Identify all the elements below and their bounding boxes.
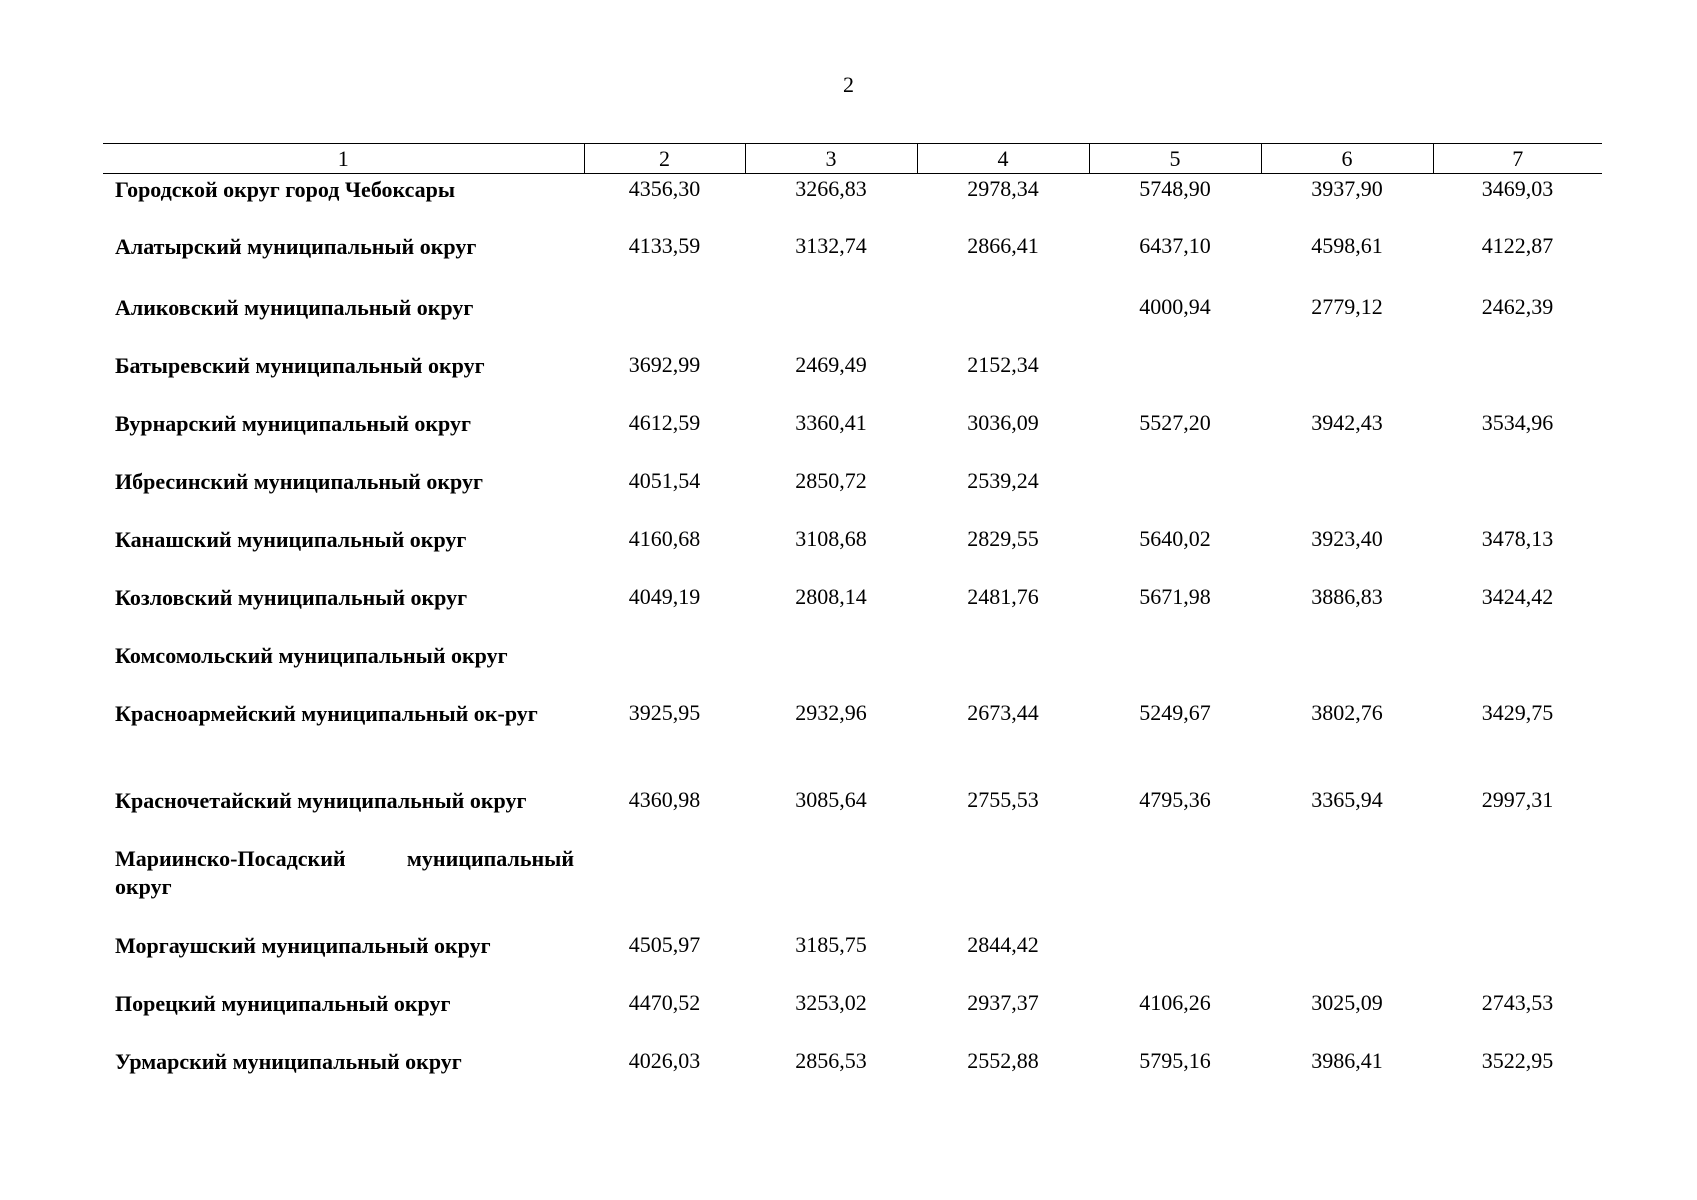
value-cell: 3365,94: [1311, 787, 1383, 812]
value-cell: 3469,03: [1481, 176, 1554, 201]
value-cell: [584, 640, 745, 698]
value-cell: 6437,10: [1139, 233, 1211, 258]
table-row: [103, 350, 1602, 408]
value-cell: 3132,74: [795, 233, 867, 258]
value-cell: 2779,12: [1311, 294, 1383, 319]
data-table: [103, 143, 1602, 1104]
value-cell: 2856,53: [795, 1048, 867, 1073]
value-cell: 3266,83: [795, 176, 867, 201]
table-row: [103, 698, 1602, 785]
value-cell: 4612,59: [628, 410, 701, 435]
value-cell: 4795,36: [1139, 787, 1211, 812]
value-cell: 5671,98: [1139, 584, 1211, 609]
value-cell: [917, 843, 1089, 930]
value-cell: 3534,96: [1481, 410, 1554, 435]
value-cell: [745, 292, 917, 350]
district-name: Канашский муниципальный округ: [115, 527, 467, 552]
table-row: [103, 231, 1602, 292]
value-cell: 2978,34: [967, 176, 1039, 201]
district-name: Мариинско-Посадский муниципальный округ: [115, 846, 574, 899]
value-cell: [745, 640, 917, 698]
value-cell: 3925,95: [628, 700, 701, 725]
value-cell: 2829,55: [967, 526, 1039, 551]
district-name: Красноармейский муниципальный ок-руг: [115, 701, 538, 726]
value-cell: 5640,02: [1139, 526, 1211, 551]
value-cell: 3025,09: [1311, 990, 1383, 1015]
value-cell: 4356,30: [628, 176, 701, 201]
value-cell: [1261, 843, 1433, 930]
value-cell: 2808,14: [795, 584, 867, 609]
value-cell: 3937,90: [1311, 176, 1383, 201]
district-name: Аликовский муниципальный округ: [115, 295, 474, 320]
value-cell: 4470,52: [628, 990, 701, 1015]
table-row: [103, 174, 1602, 232]
value-cell: [1089, 350, 1261, 408]
district-name: Ибресинский муниципальный округ: [115, 469, 483, 494]
value-cell: 2673,44: [967, 700, 1039, 725]
value-cell: 4049,19: [628, 584, 701, 609]
value-cell: 4505,97: [628, 932, 701, 957]
district-name: Урмарский муниципальный округ: [115, 1049, 462, 1074]
value-cell: 3036,09: [967, 410, 1039, 435]
header-row: [103, 144, 1602, 174]
table-row: [103, 408, 1602, 466]
table-row: [103, 988, 1602, 1046]
district-name: Батыревский муниципальный округ: [115, 353, 485, 378]
col-header-1: 1: [103, 144, 584, 174]
value-cell: 2462,39: [1481, 294, 1554, 319]
table-row: [103, 1046, 1602, 1104]
value-cell: 2997,31: [1481, 787, 1554, 812]
value-cell: [1261, 466, 1433, 524]
col-header-3: 3: [745, 144, 917, 174]
district-name: Красночетайский муниципальный округ: [115, 788, 527, 813]
district-name: Вурнарский муниципальный округ: [115, 411, 471, 436]
value-cell: 3942,43: [1311, 410, 1383, 435]
value-cell: 3478,13: [1481, 526, 1554, 551]
value-cell: 3360,41: [795, 410, 867, 435]
district-name: Алатырский муниципальный округ: [115, 234, 477, 259]
value-cell: [1433, 640, 1602, 698]
col-header-6: 6: [1261, 144, 1433, 174]
value-cell: [584, 292, 745, 350]
value-cell: [917, 640, 1089, 698]
value-cell: [917, 292, 1089, 350]
value-cell: 3802,76: [1311, 700, 1383, 725]
table-row: [103, 466, 1602, 524]
value-cell: 4051,54: [628, 468, 701, 493]
value-cell: 2844,42: [967, 932, 1039, 957]
value-cell: 4000,94: [1139, 294, 1211, 319]
district-name: Моргаушский муниципальный округ: [115, 933, 491, 958]
page-number: 2: [843, 72, 854, 97]
value-cell: 2743,53: [1481, 990, 1554, 1015]
table-row: [103, 582, 1602, 640]
value-cell: 3108,68: [795, 526, 867, 551]
value-cell: 2481,76: [967, 584, 1039, 609]
value-cell: 5249,67: [1139, 700, 1211, 725]
col-header-4: 4: [917, 144, 1089, 174]
value-cell: 2469,49: [795, 352, 867, 377]
table-row: [103, 843, 1602, 930]
value-cell: 2539,24: [967, 468, 1039, 493]
value-cell: [1089, 930, 1261, 988]
value-cell: 5527,20: [1139, 410, 1211, 435]
value-cell: 4133,59: [628, 233, 701, 258]
value-cell: [1089, 640, 1261, 698]
value-cell: 3886,83: [1311, 584, 1383, 609]
value-cell: [1433, 843, 1602, 930]
district-name: Порецкий муниципальный округ: [115, 991, 451, 1016]
value-cell: [1261, 640, 1433, 698]
value-cell: 3986,41: [1311, 1048, 1383, 1073]
value-cell: 4026,03: [628, 1048, 701, 1073]
value-cell: [1433, 350, 1602, 408]
value-cell: 3424,42: [1481, 584, 1554, 609]
value-cell: 3692,99: [628, 352, 701, 377]
col-header-7: 7: [1433, 144, 1602, 174]
value-cell: 2850,72: [795, 468, 867, 493]
value-cell: [1433, 930, 1602, 988]
value-cell: 2755,53: [967, 787, 1039, 812]
value-cell: 3429,75: [1481, 700, 1554, 725]
table-header: [103, 144, 1602, 174]
value-cell: 2937,37: [967, 990, 1039, 1015]
table-row: [103, 930, 1602, 988]
district-name: Козловский муниципальный округ: [115, 585, 468, 610]
value-cell: 4106,26: [1139, 990, 1211, 1015]
table-row: [103, 785, 1602, 843]
value-cell: 2866,41: [967, 233, 1039, 258]
table-row: [103, 524, 1602, 582]
value-cell: [584, 843, 745, 930]
value-cell: 3522,95: [1481, 1048, 1554, 1073]
col-header-2: 2: [584, 144, 745, 174]
value-cell: [1089, 466, 1261, 524]
value-cell: [1433, 466, 1602, 524]
value-cell: [1261, 350, 1433, 408]
value-cell: [1261, 930, 1433, 988]
value-cell: 4122,87: [1481, 233, 1554, 258]
table-row: [103, 640, 1602, 698]
value-cell: [1089, 843, 1261, 930]
table-body: [103, 174, 1602, 1105]
value-cell: 4160,68: [628, 526, 701, 551]
value-cell: 5795,16: [1139, 1048, 1211, 1073]
col-header-5: 5: [1089, 144, 1261, 174]
value-cell: 3253,02: [795, 990, 867, 1015]
value-cell: [745, 843, 917, 930]
value-cell: 3185,75: [795, 932, 867, 957]
value-cell: 3923,40: [1311, 526, 1383, 551]
value-cell: 2152,34: [967, 352, 1039, 377]
value-cell: 3085,64: [795, 787, 867, 812]
district-name: Комсомольский муниципальный округ: [115, 643, 508, 668]
value-cell: 4360,98: [628, 787, 701, 812]
district-name: Городской округ город Чебоксары: [115, 177, 456, 202]
table-row: [103, 292, 1602, 350]
value-cell: 2932,96: [795, 700, 867, 725]
value-cell: 5748,90: [1139, 176, 1211, 201]
value-cell: 2552,88: [967, 1048, 1039, 1073]
value-cell: 4598,61: [1311, 233, 1383, 258]
